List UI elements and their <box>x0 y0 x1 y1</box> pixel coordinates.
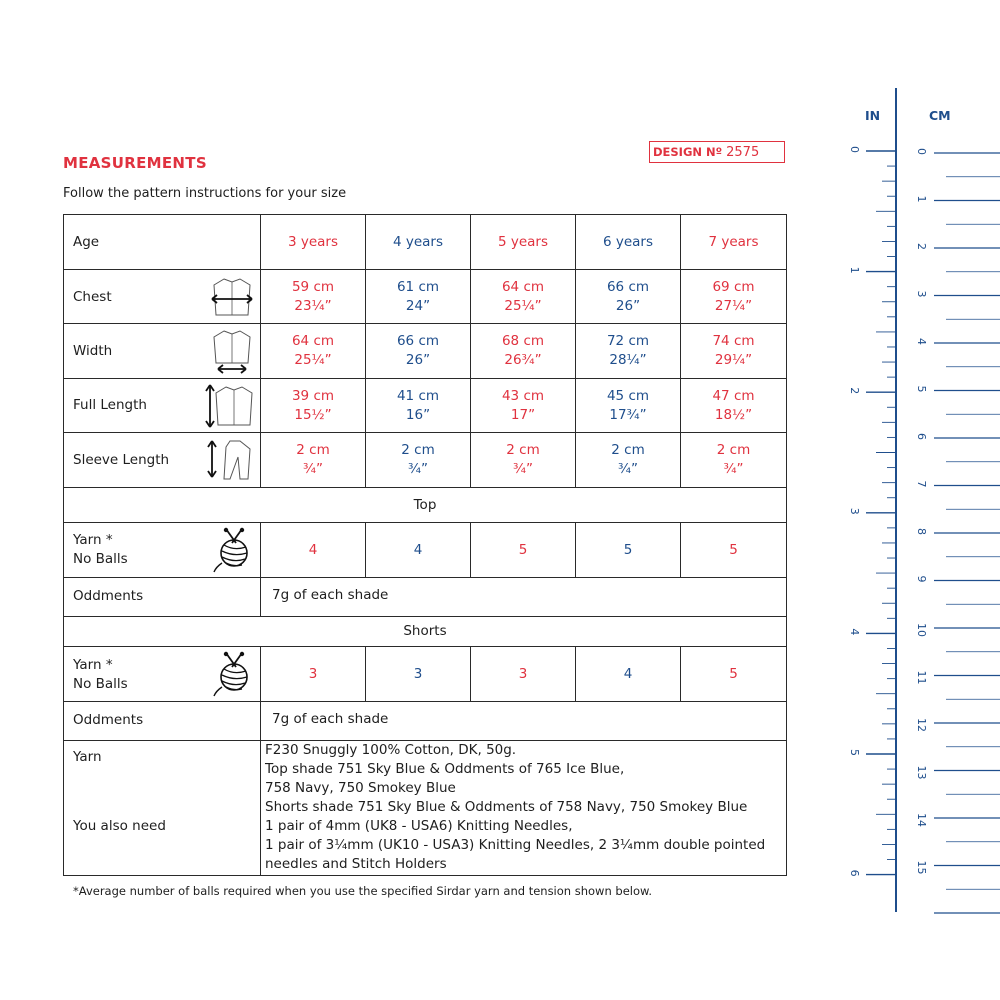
cm-number: 1 <box>915 195 928 203</box>
sleeve-length-cell: 2 cm ¾” <box>401 442 435 477</box>
ruler-scale <box>820 88 1000 918</box>
chest-cell: 69 cm 27¼” <box>712 278 755 314</box>
top-yarn-cell: 4 <box>308 541 318 558</box>
full-length-cell: 41 cm 16” <box>396 387 440 423</box>
cm-number: 9 <box>915 575 928 583</box>
row-divider <box>64 701 786 702</box>
full-length-cell: 43 cm 17” <box>501 387 545 423</box>
sleeve-length-cell: 2 cm ¾” <box>611 442 645 477</box>
chest-diagram-icon <box>208 273 256 321</box>
age-cell: 5 years <box>497 233 549 250</box>
age-cell: 4 years <box>392 233 444 250</box>
age-cell: 3 years <box>287 233 339 250</box>
detail-line: 1 pair of 4mm (UK8 - USA6) Knitting Needles, <box>265 818 573 834</box>
inch-number: 2 <box>848 387 861 395</box>
top-yarn-cell: 5 <box>518 541 528 558</box>
inch-label: IN <box>865 108 881 123</box>
chest-cell: 59 cm 23¼” <box>291 278 335 314</box>
yarn-ball-icon <box>212 651 252 697</box>
page-subtitle: Follow the pattern instructions for your size <box>63 186 347 201</box>
shorts-oddments-label: Oddments <box>73 712 144 728</box>
yarn-details <box>265 741 785 874</box>
row-divider <box>64 577 786 578</box>
top-yarn-cell: 5 <box>623 541 633 558</box>
detail-line: Top shade 751 Sky Blue & Oddments of 765 Ice Blue, <box>265 761 625 777</box>
age-label: Age <box>73 234 100 250</box>
shorts-yarn-cell: 4 <box>623 665 633 682</box>
width-label: Width <box>73 343 113 359</box>
shorts-section-heading: Shorts <box>403 623 447 639</box>
cm-number: 8 <box>915 528 928 535</box>
sleeve-length-diagram-icon <box>204 435 256 485</box>
width-cell: 64 cm 25¼” <box>291 333 335 368</box>
measurements-table <box>63 214 787 876</box>
shorts-oddments-value: 7g of each shade <box>272 711 389 727</box>
shorts-yarn-cell: 3 <box>308 665 318 682</box>
age-cell: 6 years <box>602 233 654 250</box>
cm-number: 0 <box>915 148 928 155</box>
top-no-balls-label: No Balls <box>73 551 128 567</box>
detail-line: 758 Navy, 750 Smokey Blue <box>265 780 456 796</box>
inch-number: 1 <box>848 266 861 274</box>
top-section-heading: Top <box>413 496 437 513</box>
chest-cell: 64 cm 25¼” <box>501 278 545 314</box>
detail-line: 1 pair of 3¼mm (UK10 - USA3) Knitting Needles, 2 3¼mm double pointed <box>265 837 766 853</box>
width-diagram-icon <box>208 327 256 375</box>
yarn-ball-icon <box>212 527 252 573</box>
cm-number: 7 <box>915 480 928 488</box>
detail-line: F230 Snuggly 100% Cotton, DK, 50g. <box>265 742 517 758</box>
sleeve-length-cell: 2 cm ¾” <box>716 442 751 477</box>
inch-number: 5 <box>848 749 861 756</box>
sleeve-length-label: Sleeve Length <box>73 452 170 468</box>
inch-number: 3 <box>848 507 861 515</box>
top-oddments-label: Oddments <box>73 588 144 604</box>
design-label: DESIGN Nº <box>653 145 723 159</box>
detail-line: needles and Stitch Holders <box>265 856 447 872</box>
measuring-ruler <box>820 88 1000 918</box>
cm-number: 15 <box>915 860 928 875</box>
top-yarn-cell: 4 <box>413 541 423 558</box>
cm-label: CM <box>929 108 951 123</box>
footnote: *Average number of balls required when you use the specified Sirdar yarn and tension shown below. <box>73 884 653 898</box>
cm-number: 6 <box>915 433 928 440</box>
full-length-diagram-icon <box>204 381 256 431</box>
chest-cell: 66 cm 26” <box>606 278 650 314</box>
inch-number: 6 <box>848 869 861 877</box>
full-length-cell: 47 cm 18½” <box>712 387 755 423</box>
chest-cell: 61 cm 24” <box>396 278 440 314</box>
page-title: MEASUREMENTS <box>63 154 207 172</box>
full-length-cell: 45 cm 17¾” <box>606 387 650 423</box>
full-length-cell: 39 cm 15½” <box>291 387 335 423</box>
full-length-label: Full Length <box>73 397 147 413</box>
cm-number: 11 <box>915 670 928 685</box>
top-yarn-label: Yarn * <box>73 532 113 548</box>
width-cell: 72 cm 28¼” <box>606 333 650 368</box>
width-cell: 68 cm 26¾” <box>501 333 545 368</box>
design-number: 2575 <box>726 145 760 160</box>
shorts-yarn-label: Yarn * <box>73 657 113 673</box>
width-cell: 66 cm 26” <box>396 333 440 368</box>
inch-number: 0 <box>848 146 861 153</box>
cm-number: 10 <box>915 623 928 637</box>
shorts-no-balls-label: No Balls <box>73 676 128 692</box>
chest-label: Chest <box>73 289 112 305</box>
age-cell: 7 years <box>708 233 759 250</box>
top-yarn-cell: 5 <box>729 541 738 558</box>
cm-number: 13 <box>915 765 928 780</box>
detail-line: Shorts shade 751 Sky Blue & Oddments of 758 Navy, 750 Smokey Blue <box>265 799 748 815</box>
cm-number: 14 <box>915 813 928 827</box>
design-number-box <box>649 141 785 163</box>
sleeve-length-cell: 2 cm ¾” <box>296 442 330 477</box>
inch-number: 4 <box>848 628 861 636</box>
shorts-yarn-cell: 3 <box>518 665 528 682</box>
top-oddments-value: 7g of each shade <box>272 587 389 603</box>
shorts-yarn-cell: 3 <box>413 665 423 682</box>
cm-number: 2 <box>915 243 928 250</box>
also-need-label: You also need <box>73 818 166 834</box>
cm-number: 5 <box>915 385 928 393</box>
cm-number: 4 <box>915 338 928 345</box>
width-cell: 74 cm 29¼” <box>712 333 755 368</box>
cm-number: 12 <box>915 718 928 732</box>
yarn-label: Yarn <box>73 749 102 765</box>
cm-number: 3 <box>915 290 928 298</box>
shorts-yarn-cell: 5 <box>729 665 738 682</box>
sleeve-length-cell: 2 cm ¾” <box>506 442 540 477</box>
